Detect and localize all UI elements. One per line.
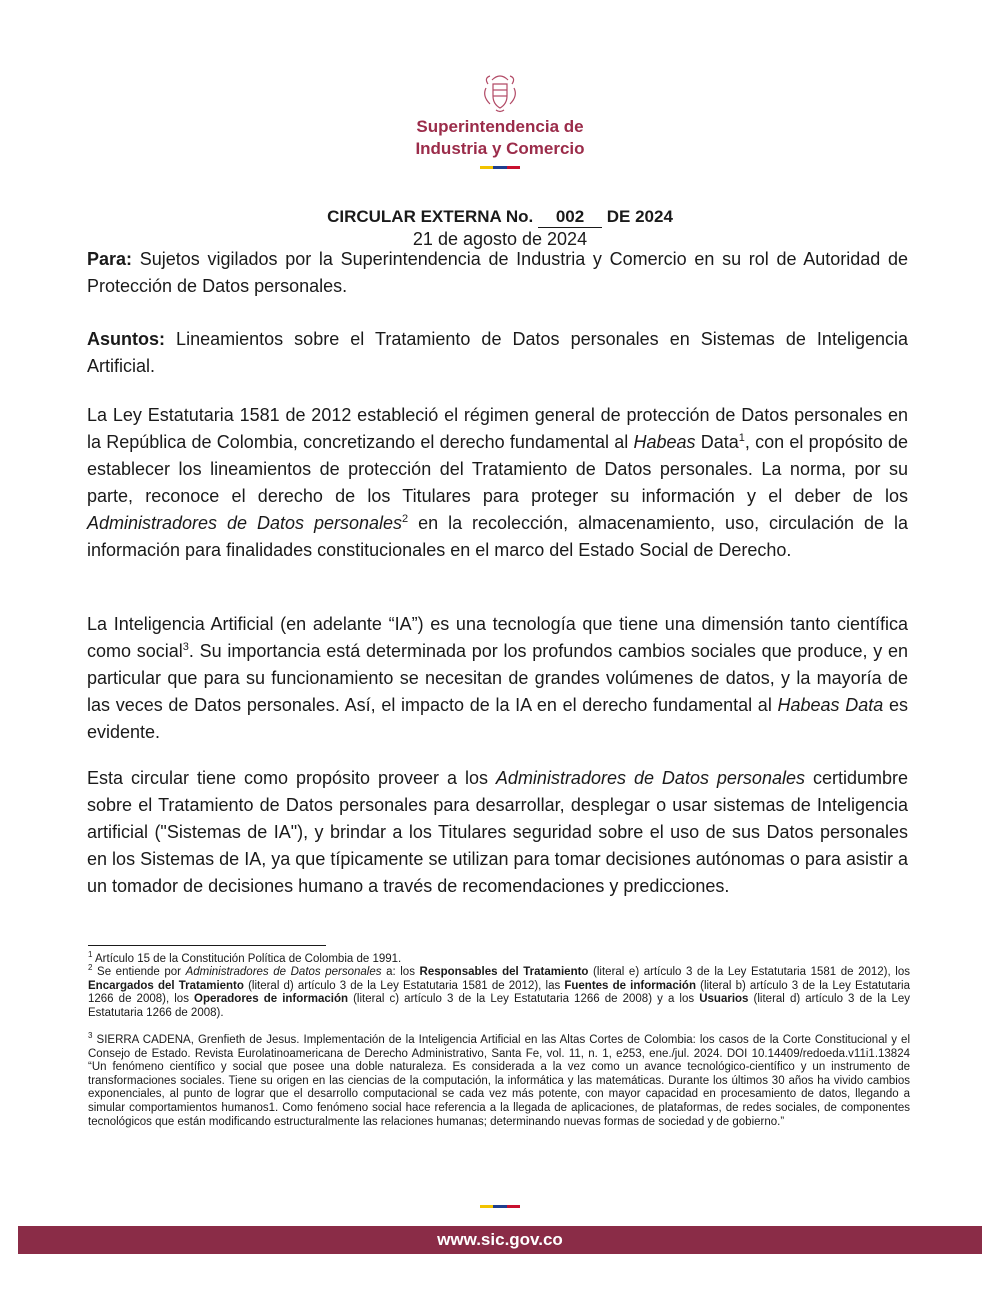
bold-text: Encargados del Tratamiento <box>88 979 244 992</box>
italic-text: Habeas <box>633 432 696 452</box>
text: certidumbre sobre el Tratamiento de Datos personales para desarrollar, desplegar o usar sistemas de Inteligencia artificial ("Sistemas de IA"), y brindar a los Titulares seguridad sobre el uso de sus Datos personales en los Sistemas de IA, ya que típicamente se utilizan para tomar decisiones autónomas o para asistir a un tomador de decisiones humano a través de recomendaciones y predicciones. <box>87 768 908 896</box>
asuntos-text: Lineamientos sobre el Tratamiento de Datos personales en Sistemas de Inteligencia Artificial. <box>87 329 908 376</box>
footnote-ref-1: 1 <box>738 432 745 444</box>
text: . Su importancia está determinada por los profundos cambios sociales que produce, y en particular que para su funcionamiento se necesitan de grandes volúmenes de datos, y la mayoría de las veces de Datos personales. Así, el impacto de la IA en el derecho fundamental al <box>87 641 908 715</box>
footnote-2 <box>88 963 911 1020</box>
paragraph-1 <box>87 402 908 564</box>
footnote-number: 1 <box>88 950 93 960</box>
para-label: Para: <box>87 249 133 269</box>
coat-of-arms-icon <box>478 70 522 114</box>
footnote-ref-2: 2 <box>402 513 409 525</box>
org-name-line1: Superintendencia de <box>416 117 584 136</box>
colombia-flag-stripe <box>480 166 520 169</box>
italic-text: Habeas Data <box>777 695 884 715</box>
text: en la recolección, almacenamiento, uso, circulación de la información para finalidades constitucionales en el marco del Estado Social de Derecho. <box>87 513 909 560</box>
para-text: Sujetos vigilados por la Superintendencia de Industria y Comercio en su rol de Autoridad de Protección de Datos personales. <box>87 249 908 296</box>
footnote-number: 2 <box>88 963 93 973</box>
footnote-number: 3 <box>88 1031 93 1041</box>
text: es evidente. <box>87 695 908 742</box>
text: , con el propósito de establecer los lineamientos de protección del Tratamiento de Datos personales. La norma, por su parte, reconoce el derecho de los Titulares para proteger su información y el deber de los <box>87 432 908 506</box>
footnote-text: SIERRA CADENA, Grenfieth de Jesus. Implementación de la Inteligencia Artificial en las Altas Cortes de Colombia: los casos de la Corte Constitucional y el Consejo de Estado. Revista Eurolatinoamericana de Derecho Administrativo, Santa Fe, vol. 11, n. 1, e253, ene./jul. 2024. DOI 10.14409/redoeda.v11i1.13824 “Un fenómeno científico y social que posee una doble naturaleza. Es considerada a la vez como un avance tecnológico-científico y un instrumento de transformaciones sociales. Tiene su origen en las ciencias de la computación, la informática y las matemáticas. Durante los últimos 30 años ha vivido cambios exponenciales, al punto de lograr que el desarrollo computacional se cada vez más potente, con mayor capacidad en procesamiento de datos, llegando a simular comportamientos humanos1. Como fenómeno social hace referencia a la llegada de aplicaciones, de plataformas, de redes sociales, de componentes tecnológicos que están modificando estructuralmente las relaciones humanas; determinando nuevas formas de sociedad y de gobierno.” <box>88 1034 910 1128</box>
text: Esta circular tiene como propósito proveer a los <box>87 768 496 788</box>
footnote-text: Artículo 15 de la Constitución Política de Colombia de 1991. <box>92 953 402 965</box>
asuntos-section <box>87 326 908 380</box>
text: (literal d) artículo 3 de la Ley Estatutaria 1266 de 2008). <box>88 993 910 1019</box>
text: Se entiende por <box>92 966 186 978</box>
footnote-divider <box>88 945 326 946</box>
italic-text: Administradores de Datos personales <box>87 513 403 533</box>
text: (literal c) artículo 3 de la Ley Estatutaria 1266 de 2008) y a los <box>348 993 700 1006</box>
footer-url[interactable]: www.sic.gov.co <box>437 1230 563 1249</box>
para-section <box>87 246 908 300</box>
footnote-1 <box>88 950 910 967</box>
bold-text: Fuentes de información <box>564 979 696 992</box>
text: (literal e) artículo 3 de la Ley Estatutaria 1581 de 2012), los <box>588 966 910 978</box>
bold-text: Operadores de información <box>194 993 349 1006</box>
circular-number: 002 <box>538 207 602 228</box>
footer-flag-stripe <box>480 1205 520 1208</box>
text: a: los <box>381 966 420 978</box>
footnote-3 <box>88 1031 910 1129</box>
org-name-line2: Industria y Comercio <box>415 139 585 158</box>
paragraph-3 <box>87 765 908 900</box>
sic-logo <box>400 70 600 169</box>
footer-bar <box>18 1226 982 1254</box>
circular-title <box>0 207 1000 228</box>
text: Data <box>695 432 739 452</box>
text: La Ley Estatutaria 1581 de 2012 estableció el régimen general de protección de Datos personales en la República de Colombia, concretizando el derecho fundamental al <box>87 405 908 452</box>
bold-text: Responsables del Tratamiento <box>419 966 589 978</box>
text: (literal d) artículo 3 de la Ley Estatutaria 1581 de 2012), las <box>243 979 565 992</box>
paragraph-2 <box>87 611 908 746</box>
italic-text: Administradores de Datos personales <box>185 966 382 978</box>
footnote-ref-3: 3 <box>182 641 189 653</box>
italic-text: Administradores de Datos personales <box>495 768 805 788</box>
asuntos-label: Asuntos: <box>87 329 165 349</box>
circular-date: 21 de agosto de 2024 <box>412 229 588 249</box>
title-suffix: DE 2024 <box>606 207 673 226</box>
bold-text: Usuarios <box>699 993 749 1006</box>
title-prefix: CIRCULAR EXTERNA No. <box>327 207 534 226</box>
text: (literal b) artículo 3 de la Ley Estatutaria 1266 de 2008), los <box>88 979 911 1006</box>
text: La Inteligencia Artificial (en adelante “IA”) es una tecnología que tiene una dimensión tanto científica como social <box>87 614 908 661</box>
